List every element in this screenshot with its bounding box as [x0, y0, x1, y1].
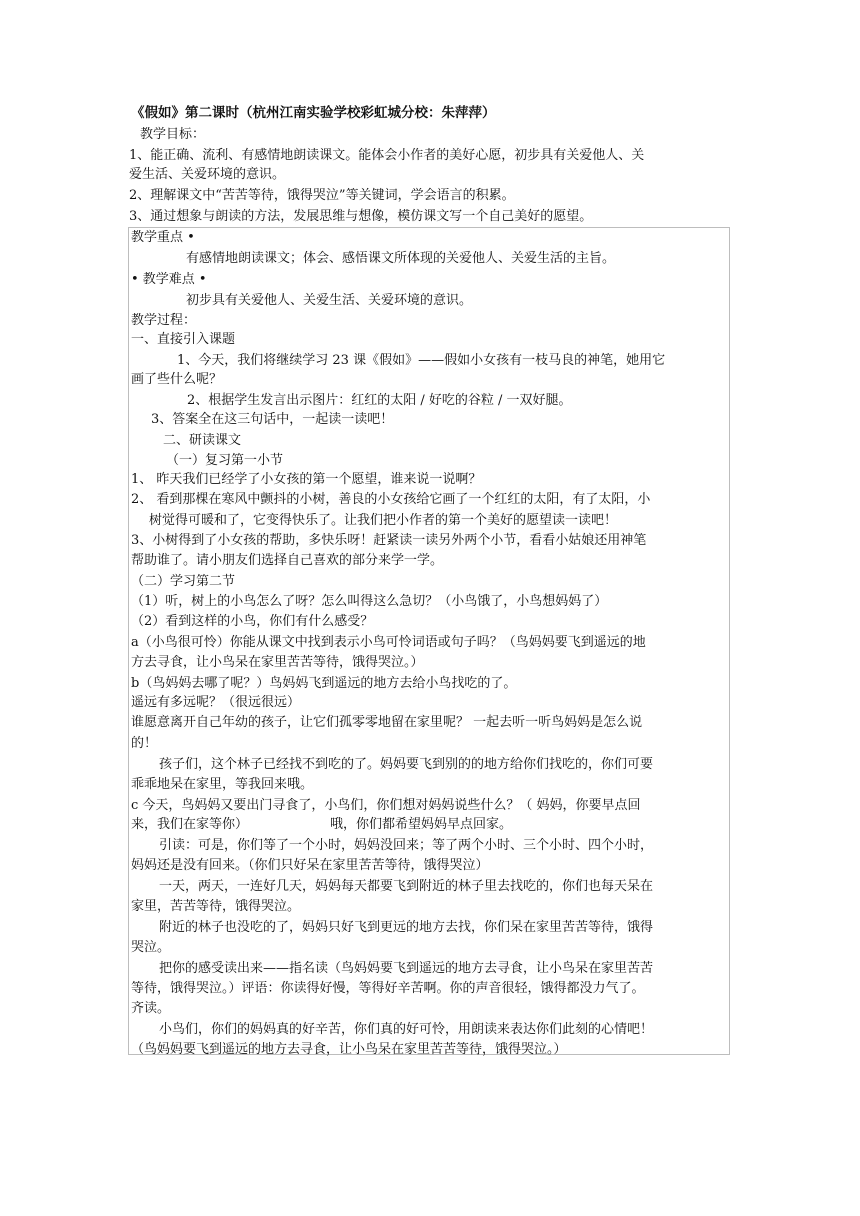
section1-item2-line-2: 树觉得可暖和了，它变得快乐了。让我们把小作者的第一个美好的愿望读一读吧！ — [149, 513, 618, 528]
section2-days-line-1: 一天，两天，一连好几天，妈妈每天都要飞到附近的林子里去找吃的，你们也每天呆在 — [159, 879, 654, 894]
lesson-title: 《假如》第二课时（杭州江南实验学校彩虹城分校：朱萍萍） — [131, 105, 496, 121]
section2-read-line-1: 把你的感受读出来——指名读（鸟妈妈要飞到遥远的地方去寻食，让小鸟呆在家里苦苦 — [159, 961, 654, 976]
section1-item3-line-1: 3、小树得到了小女孩的帮助，多快乐呀！赶紧读一读另外两个小节，看看小姑娘还用神笔 — [131, 533, 647, 548]
section1-item3-line-2: 帮助谁了。请小朋友们选择自己喜欢的部分来学一学。 — [131, 553, 444, 568]
section2-days-line-2: 家里，苦苦等待，饿得哭泣。 — [131, 899, 301, 914]
process-heading: 教学过程： — [131, 313, 197, 328]
part1-heading: 一、直接引入课题 — [131, 332, 236, 347]
section2-a-line-2: 方去寻食，让小鸟呆在家里苦苦等待，饿得哭泣。） — [131, 655, 424, 670]
section2-mother-line-2: 乖乖地呆在家里，等我回来哦。 — [131, 777, 314, 792]
section2-guided-line-1: 引读：可是，你们等了一个小时，妈妈没回来；等了两个小时、三个小时、四个小时， — [159, 838, 654, 853]
difficulties-content: 初步具有关爱他人、关爱生活、关爱环境的意识。 — [186, 293, 473, 308]
key-points-content: 有感情地朗读课文；体会、感悟课文所体现的关爱他人、关爱生活的主旨。 — [186, 251, 616, 266]
section2-c-line-2b: 哦，你们都希望妈妈早点回家。 — [330, 817, 513, 832]
section2-read-line-2: 等待，饿得哭泣。）评语：你读得好慢，等得好辛苦啊。你的声音很轻，饿得都没力气了。 — [131, 981, 645, 996]
section2-b: b（鸟妈妈去哪了呢？）鸟妈妈飞到遥远的地方去给小鸟找吃的了。 — [131, 676, 517, 691]
section1-heading: （一）复习第一小节 — [166, 453, 284, 468]
objective-2: 2、理解课文中“苦苦等待，饿得哭泣”等关键词，学会语言的积累。 — [129, 188, 515, 203]
section2-c-line-1: c 今天，鸟妈妈又要出门寻食了，小鸟们，你们想对妈妈说些什么？（ 妈妈，你要早点回 — [131, 798, 641, 813]
section2-a-line-1: a（小鸟很可怜）你能从课文中找到表示小鸟可怜词语或句子吗？（鸟妈妈要飞到遥远的地 — [131, 635, 646, 650]
part2-heading: 二、研读课文 — [163, 433, 242, 448]
section2-end-line-2: （鸟妈妈要飞到遥远的地方去寻食，让小鸟呆在家里苦苦等待，饿得哭泣。） — [131, 1042, 567, 1057]
section2-heading: （二）学习第二节 — [131, 574, 236, 589]
difficulties-heading: • 教学难点 • — [131, 272, 207, 287]
section2-who-line-1: 谁愿意离开自己年幼的孩子，让它们孤零零地留在家里呢？ 一起去听一听鸟妈妈是怎么说 — [131, 715, 643, 730]
section2-c-line-2a: 来，我们在家等你） — [131, 817, 249, 832]
objective-1-line-2: 爱生活、关爱环境的意识。 — [129, 167, 286, 182]
section2-who-line-2: 的！ — [131, 736, 158, 751]
objective-3: 3、通过想象与朗读的方法，发展思维与想像，模仿课文写一个自己美好的愿望。 — [129, 209, 593, 224]
section2-end-line-1: 小鸟们，你们的妈妈真的好辛苦，你们真的好可怜，用朗读来表达你们此刻的心情吧！ — [159, 1022, 654, 1037]
section2-guided-line-2: 妈妈还是没有回来。（你们只好呆在家里苦苦等待，饿得哭泣） — [131, 858, 489, 873]
section2-read-line-3: 齐读。 — [131, 1001, 171, 1016]
section2-mother-line-1: 孩子们，这个林子已经找不到吃的了。妈妈要飞到别的的地方给你们找吃的，你们可要 — [159, 757, 654, 772]
part1-step2: 2、根据学生发言出示图片：红红的太阳 / 好吃的谷粒 / 一双好腿。 — [187, 393, 572, 408]
objectives-heading: 教学目标： — [140, 127, 206, 142]
section2-item2: （2）看到这样的小鸟，你们有什么感受？ — [131, 614, 374, 629]
section1-item2-line-1: 2、 看到那棵在寒风中颤抖的小树，善良的小女孩给它画了一个红红的太阳，有了太阳，小 — [131, 492, 651, 507]
section1-item1: 1、 昨天我们已经学了小女孩的第一个愿望，谁来说一说啊？ — [131, 472, 482, 487]
part1-step3: 3、答案全在这三句话中，一起读一读吧！ — [151, 412, 394, 427]
part1-step1-line-2: 画了些什么呢？ — [131, 372, 223, 387]
section2-nearby-line-2: 哭泣。 — [131, 940, 171, 955]
section2-how-far: 遥远有多远呢？（很远很远） — [131, 695, 301, 710]
objective-1-line-1: 1、能正确、流利、有感情地朗读课文。能体会小作者的美好心愿，初步具有关爱他人、关 — [129, 148, 645, 163]
section2-item1: （1）听，树上的小鸟怎么了呀？怎么叫得这么急切？（小鸟饿了，小鸟想妈妈了） — [131, 594, 608, 609]
section2-nearby-line-1: 附近的林子也没吃的了，妈妈只好飞到更远的地方去找，你们呆在家里苦苦等待，饿得 — [159, 920, 654, 935]
part1-step1-line-1: 1、今天，我们将继续学习 23 课《假如》——假如小女孩有一枝马良的神笔，她用它 — [177, 353, 666, 368]
key-points-heading: 教学重点 • — [131, 230, 195, 245]
